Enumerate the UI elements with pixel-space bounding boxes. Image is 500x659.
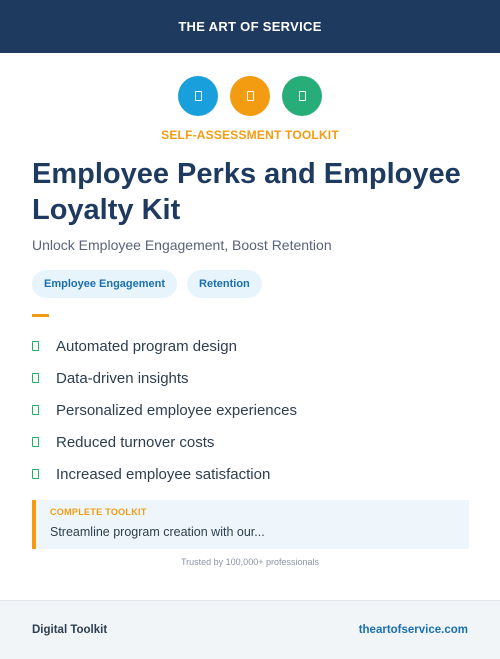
callout-text: Streamline program creation with our... xyxy=(50,525,265,539)
tag-retention[interactable]: Retention xyxy=(187,270,262,298)
accent-divider xyxy=(32,314,49,317)
feature-label: Personalized employee experiences xyxy=(56,401,297,419)
list-item xyxy=(32,458,472,490)
feature-label: Increased employee satisfaction xyxy=(56,465,271,483)
brand-name: THE ART OF SERVICE xyxy=(178,19,322,34)
page-title: Employee Perks and Employee Loyalty Kit xyxy=(32,158,461,226)
top-banner xyxy=(0,0,500,53)
toolkit-kicker: SELF-ASSESSMENT TOOLKIT xyxy=(161,128,339,142)
footer xyxy=(0,600,500,659)
document-icon xyxy=(230,76,270,116)
tag-list xyxy=(32,270,262,298)
feature-list xyxy=(32,330,472,490)
list-item xyxy=(32,426,472,458)
check-icon xyxy=(32,469,39,479)
complete-toolkit-callout xyxy=(32,500,469,549)
tag-employee-engagement[interactable]: Employee Engagement xyxy=(32,270,177,298)
website-link[interactable]: theartofservice.com xyxy=(358,624,468,636)
callout-label: COMPLETE TOOLKIT xyxy=(50,507,147,517)
check-icon xyxy=(32,341,39,351)
list-item xyxy=(32,394,472,426)
page-subtitle: Unlock Employee Engagement, Boost Retention xyxy=(32,237,332,253)
list-item xyxy=(32,330,472,362)
check-icon xyxy=(32,373,39,383)
feature-label: Data-driven insights xyxy=(56,369,189,387)
document-icon xyxy=(178,76,218,116)
footer-label: Digital Toolkit xyxy=(32,624,108,636)
check-icon xyxy=(32,405,39,415)
list-item xyxy=(32,362,472,394)
trust-note: Trusted by 100,000+ professionals xyxy=(180,557,319,567)
check-icon xyxy=(32,437,39,447)
icon-row xyxy=(0,76,500,116)
document-icon xyxy=(282,76,322,116)
feature-label: Automated program design xyxy=(56,337,237,355)
feature-label: Reduced turnover costs xyxy=(56,433,215,451)
